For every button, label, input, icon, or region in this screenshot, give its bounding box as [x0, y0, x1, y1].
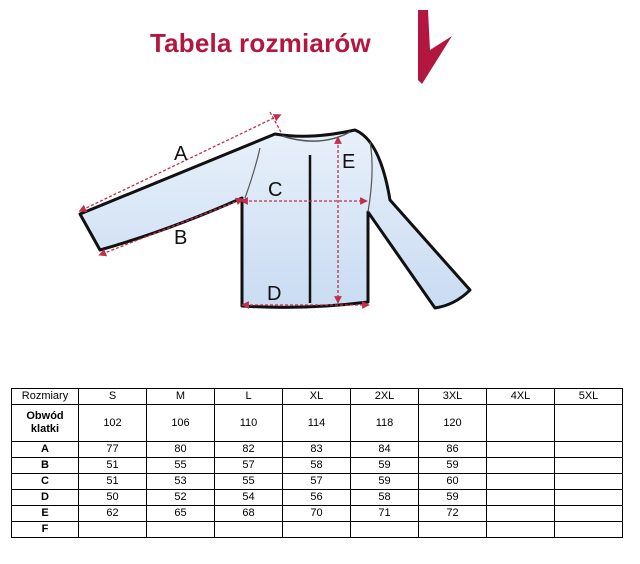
table-cell: 110 [215, 405, 283, 442]
row-label: D [12, 490, 79, 506]
table-row [12, 405, 623, 442]
table-cell [351, 522, 419, 538]
table-cell: 59 [419, 458, 487, 474]
label-e: E [342, 151, 356, 173]
table-cell [215, 522, 283, 538]
table-cell: 51 [79, 474, 147, 490]
table-cell [487, 474, 555, 490]
table-cell [555, 506, 623, 522]
sweater-outline [80, 130, 470, 308]
table-cell: 51 [79, 458, 147, 474]
row-label: Obwód klatki [12, 405, 79, 442]
table-cell [487, 506, 555, 522]
table-cell: 70 [283, 506, 351, 522]
table-cell: 106 [147, 405, 215, 442]
label-a: A [174, 143, 188, 165]
header-size: 4XL [487, 389, 555, 405]
table-row [12, 442, 623, 458]
table-cell: 59 [351, 474, 419, 490]
table-row [12, 474, 623, 490]
table-cell: 65 [147, 506, 215, 522]
table-cell: 60 [419, 474, 487, 490]
header-size: 5XL [555, 389, 623, 405]
table-row [12, 522, 623, 538]
row-label: F [12, 522, 79, 538]
header-size: 2XL [351, 389, 419, 405]
table-cell: 62 [79, 506, 147, 522]
arrow-down-icon [408, 6, 458, 86]
sweater-diagram [70, 100, 490, 330]
table-cell [555, 405, 623, 442]
table-cell: 118 [351, 405, 419, 442]
label-b: B [174, 227, 188, 249]
table-cell: 53 [147, 474, 215, 490]
table-cell: 59 [419, 490, 487, 506]
label-c: C [268, 179, 283, 201]
label-d: D [267, 283, 282, 305]
table-cell: 83 [283, 442, 351, 458]
table-cell [283, 522, 351, 538]
header-size: M [147, 389, 215, 405]
size-table [11, 388, 623, 538]
table-cell: 59 [351, 458, 419, 474]
header-size: L [215, 389, 283, 405]
table-cell [555, 522, 623, 538]
table-cell: 77 [79, 442, 147, 458]
table-row [12, 458, 623, 474]
table-cell [79, 522, 147, 538]
table-cell: 80 [147, 442, 215, 458]
table-cell: 54 [215, 490, 283, 506]
table-cell [555, 458, 623, 474]
table-cell [487, 490, 555, 506]
table-cell: 56 [283, 490, 351, 506]
header-size: S [79, 389, 147, 405]
header-size: XL [283, 389, 351, 405]
table-cell: 50 [79, 490, 147, 506]
table-cell: 57 [283, 474, 351, 490]
row-label: A [12, 442, 79, 458]
table-cell [487, 522, 555, 538]
row-label: E [12, 506, 79, 522]
table-cell: 58 [351, 490, 419, 506]
table-row [12, 490, 623, 506]
table-cell: 58 [283, 458, 351, 474]
table-cell [555, 442, 623, 458]
table-cell [487, 458, 555, 474]
table-cell: 55 [215, 474, 283, 490]
table-cell: 86 [419, 442, 487, 458]
table-header-row [12, 389, 623, 405]
table-cell: 84 [351, 442, 419, 458]
table-cell [487, 442, 555, 458]
table-cell [147, 522, 215, 538]
header-sizes-label: Rozmiary [12, 389, 79, 405]
table-row [12, 506, 623, 522]
table-cell: 68 [215, 506, 283, 522]
table-cell [555, 474, 623, 490]
table-cell: 52 [147, 490, 215, 506]
table-cell: 57 [215, 458, 283, 474]
header-size: 3XL [419, 389, 487, 405]
page-title: Tabela rozmiarów [150, 28, 371, 58]
row-label: C [12, 474, 79, 490]
table-cell [419, 522, 487, 538]
table-cell: 114 [283, 405, 351, 442]
table-cell: 82 [215, 442, 283, 458]
table-cell: 55 [147, 458, 215, 474]
table-cell: 72 [419, 506, 487, 522]
table-cell [487, 405, 555, 442]
table-cell: 71 [351, 506, 419, 522]
table-cell: 102 [79, 405, 147, 442]
table-cell [555, 490, 623, 506]
row-label: B [12, 458, 79, 474]
table-cell: 120 [419, 405, 487, 442]
